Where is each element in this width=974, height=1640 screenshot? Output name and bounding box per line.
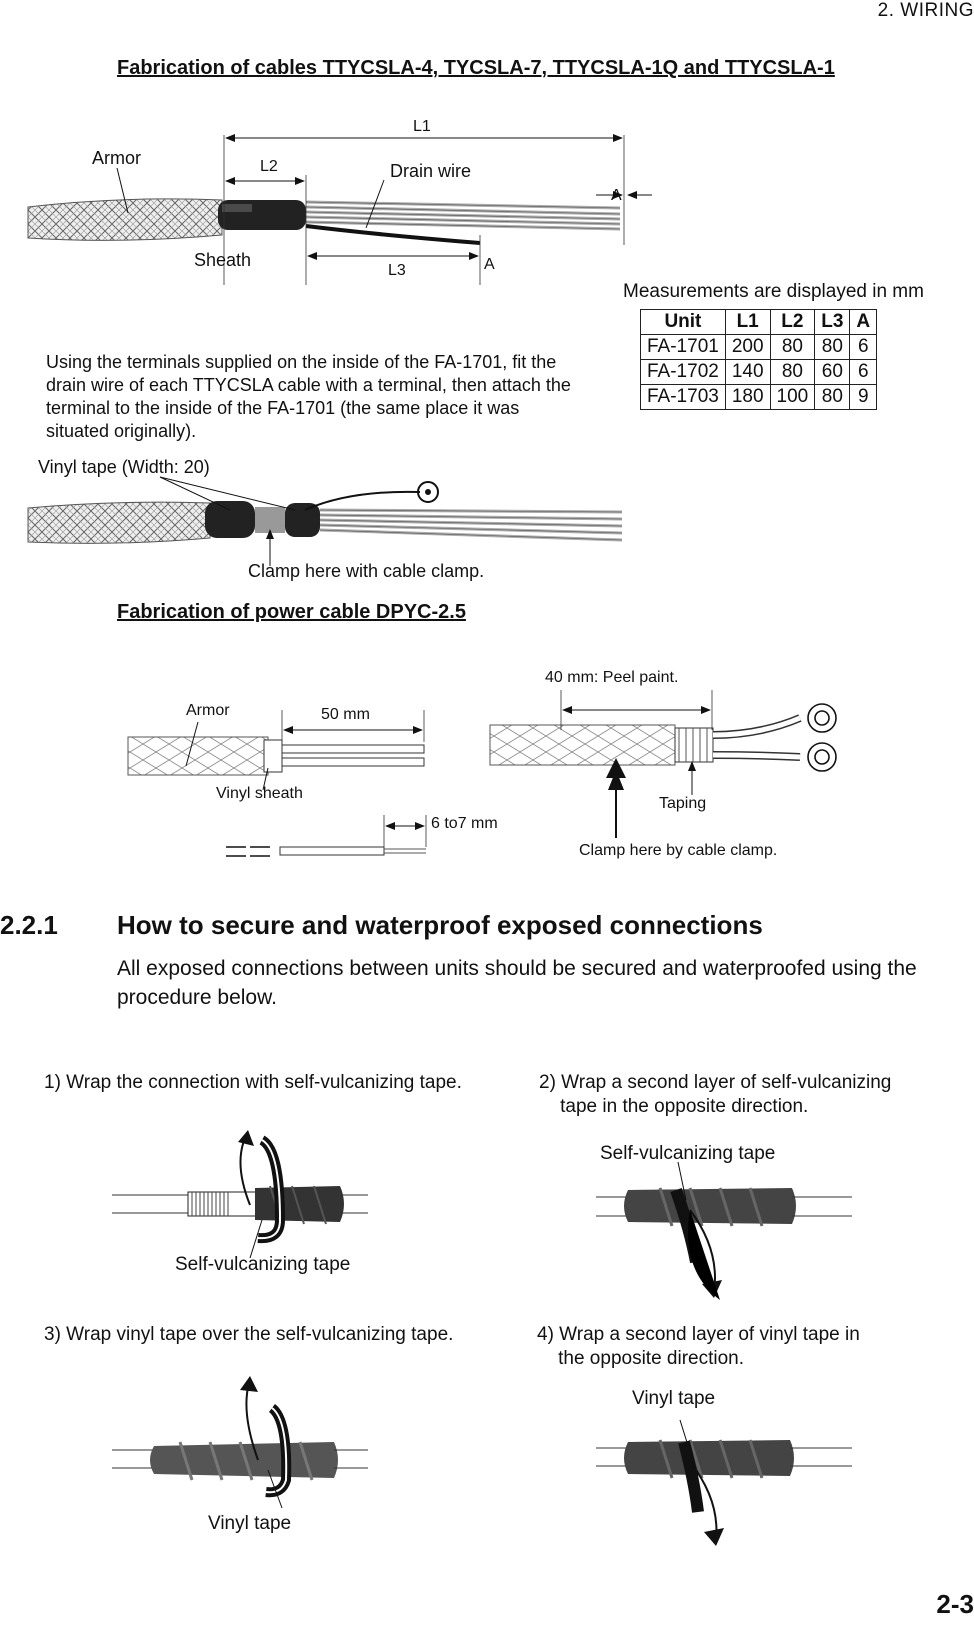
step-4-label: Vinyl tape [632,1388,716,1409]
label-50mm: 50 mm [321,706,370,723]
cell: FA-1701 [641,335,726,360]
section-body: All exposed connections between units should be secured and waterproofed using the procedure below. [117,957,917,1009]
label-armor-2: Armor [186,702,230,719]
label-l1: L1 [413,118,431,135]
cell: 6 [850,360,877,385]
step-1-label: Self-vulcanizing tape [175,1254,351,1275]
step-4-text: 4) Wrap a second layer of vinyl tape in the opposite direction. [537,1324,860,1369]
label-armor: Armor [92,148,141,168]
label-taping: Taping [659,795,707,812]
label-vinyl-sheath: Vinyl sheath [216,785,303,802]
step1-drawing [112,1130,368,1258]
cell: 60 [815,360,850,385]
cell: 9 [850,385,877,410]
label-a-top: A [611,187,622,204]
step-3-text: 3) Wrap vinyl tape over the self-vulcanizing tape. [44,1324,454,1345]
label-drain-wire: Drain wire [390,161,472,181]
cell: 80 [770,335,815,360]
cell: 80 [770,360,815,385]
table-caption: Measurements are displayed in mm [623,281,924,302]
step4-drawing [596,1420,852,1546]
cell: 180 [725,385,770,410]
taped-cable-drawing [28,477,622,566]
header-l2: L2 [770,310,815,335]
header-a: A [850,310,877,335]
running-header: 2. WIRING [877,0,974,21]
step-2-label: Self-vulcanizing tape [600,1143,776,1164]
label-peel: 40 mm: Peel paint. [545,669,679,686]
label-clamp: Clamp here with cable clamp. [248,561,485,581]
fig1-title: Fabrication of cables TTYCSLA-4, TYCSLA-7, TTYCSLA-1Q and TTYCSLA-1 [117,57,835,79]
label-l3: L3 [388,262,406,279]
label-l2: L2 [260,158,278,175]
fig2-title: Fabrication of power cable DPYC-2.5 [117,601,466,623]
table-row [641,335,877,360]
cell: 6 [850,335,877,360]
header-unit: Unit [641,310,726,335]
label-vinyl-tape: Vinyl tape (Width: 20) [38,457,210,477]
cell: FA-1703 [641,385,726,410]
step2-drawing [596,1162,852,1300]
section-number: 2.2.1 [0,910,58,940]
cell: 80 [815,385,850,410]
cell: FA-1702 [641,360,726,385]
label-6-7mm: 6 to7 mm [431,815,498,832]
fig1-instructions: Using the terminals supplied on the inside of the FA-1701, fit the drain wire of each TTYCSLA cable with a terminal, then attach the terminal to the inside of the FA-1701 (the same place it was situated originally). [46,352,571,441]
label-sheath: Sheath [194,250,252,270]
measurement-table [640,309,877,410]
cell: 100 [770,385,815,410]
step3-drawing [112,1376,368,1508]
cell: 200 [725,335,770,360]
page-number: 2-3 [936,1589,974,1619]
label-a-bottom: A [484,256,495,273]
header-l1: L1 [725,310,770,335]
step-2-text: 2) Wrap a second layer of self-vulcanizing tape in the opposite direction. [539,1072,892,1117]
table-row [641,385,877,410]
table-row [641,360,877,385]
label-clamp-2: Clamp here by cable clamp. [579,842,778,859]
table-header-row [641,310,877,335]
cell: 140 [725,360,770,385]
step-3-label: Vinyl tape [208,1513,292,1534]
header-l3: L3 [815,310,850,335]
section-title: How to secure and waterproof exposed connections [117,910,763,940]
cell: 80 [815,335,850,360]
step-1-text: 1) Wrap the connection with self-vulcanizing tape. [44,1072,462,1093]
